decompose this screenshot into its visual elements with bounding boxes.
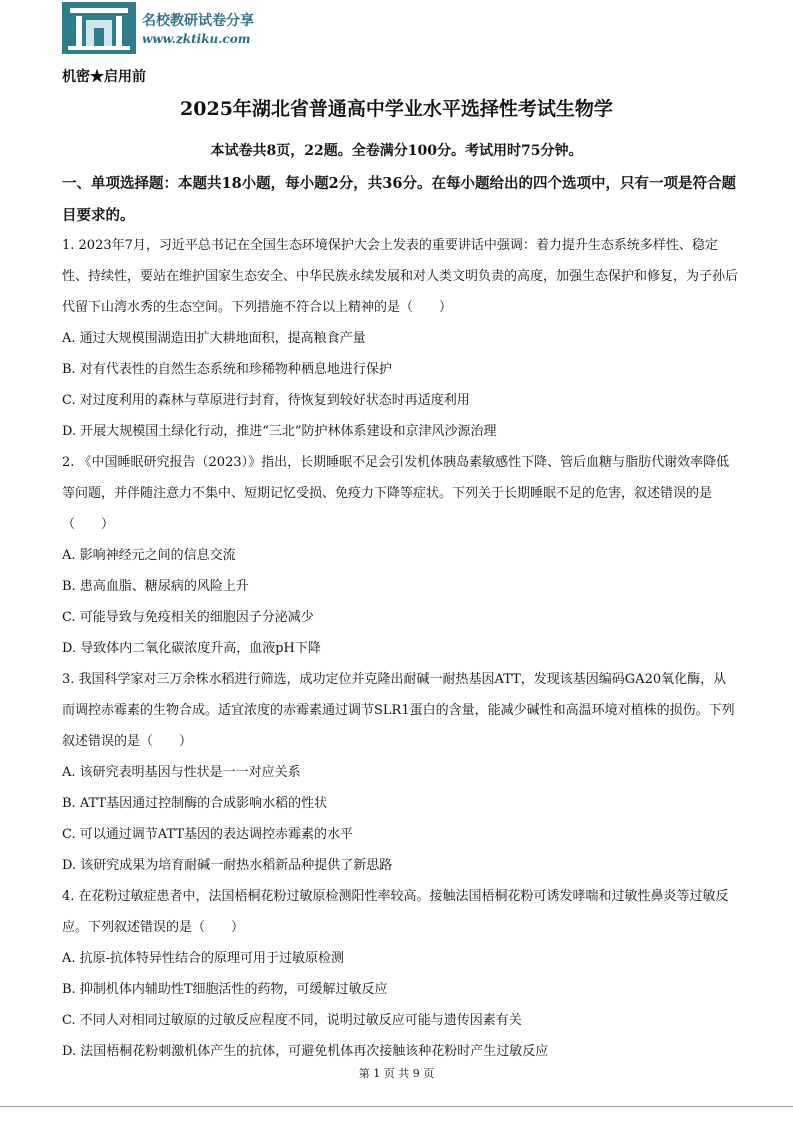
option-a: A. 通过大规模围湖造田扩大耕地面积，提高粮食产量 bbox=[62, 331, 366, 346]
option-b: B. 患高血脂、糖尿病的风险上升 bbox=[62, 579, 249, 594]
divider bbox=[0, 1106, 793, 1107]
question-stem: 1. 2023年7月，习近平总书记在全国生态环境保护大会上发表的重要讲话中强调：着力提升生态系统多样性、稳定性、持续性，要站在维护国家生态安全、中华民族永续发展和对人类文明负责的高度，加强生态保护和修复，为子孙后代留下山湾水秀的生态空间。下列措施不符合以上精神的是（ ） bbox=[62, 238, 739, 315]
option-b: B. ATT基因通过控制酶的合成影响水稻的性状 bbox=[62, 796, 328, 811]
question-stem: 2. 《中国睡眠研究报告（2023）》指出，长期睡眠不足会引发机体胰岛素敏感性下降、管后血糖与脂肪代谢效率降低等问题，并伴随注意力不集中、短期记忆受损、免疫力下降等症状。下列关于长期睡眠不足的危害，叙述错误的是（ ） bbox=[62, 455, 730, 532]
question-3 bbox=[62, 664, 738, 881]
confidential-label: 机密★启用前 bbox=[62, 69, 146, 85]
question-stem: 3. 我国科学家对三万余株水稻进行筛选，成功定位并克隆出耐碱一耐热基因ATT，发现该基因编码GA20氧化酶，从而调控赤霉素的生物合成。适宜浓度的赤霉素通过调节SLR1蛋白的含量，能减少碱性和高温环境对植株的损伤。下列叙述错误的是（ ） bbox=[62, 672, 735, 749]
option-c: C. 可能导致与免疫相关的细胞因子分泌减少 bbox=[62, 610, 314, 625]
section-heading: 一、单项选择题：本题共18小题，每小题2分，共36分。在每小题给出的四个选项中，只有一项是符合题目要求的。 bbox=[62, 175, 736, 224]
logo-url[interactable]: www.zktiku.com bbox=[142, 32, 251, 46]
option-d: D. 导致体内二氧化碳浓度升高，血液pH下降 bbox=[62, 641, 321, 656]
question-stem: 4. 在花粉过敏症患者中，法国梧桐花粉过敏原检测阳性率较高。接触法国梧桐花粉可诱发哮喘和过敏性鼻炎等过敏反应。下列叙述错误的是（ ） bbox=[62, 889, 729, 935]
option-a: A. 抗原-抗体特异性结合的原理可用于过敏原检测 bbox=[62, 951, 345, 966]
option-b: B. 对有代表性的自然生态系统和珍稀物种栖息地进行保护 bbox=[62, 362, 392, 377]
option-d: D. 该研究成果为培育耐碱一耐热水稻新品种提供了新思路 bbox=[62, 858, 393, 873]
option-c: C. 不同人对相同过敏原的过敏反应程度不同，说明过敏反应可能与遗传因素有关 bbox=[62, 1013, 522, 1028]
exam-info: 本试卷共8页，22题。全卷满分100分。考试用时75分钟。 bbox=[210, 143, 583, 159]
question-4 bbox=[62, 881, 738, 1067]
option-c: C. 对过度利用的森林与草原进行封育，待恢复到较好状态时再适度利用 bbox=[62, 393, 470, 408]
logo-text: 名校教研试卷分享 bbox=[142, 13, 254, 29]
site-logo bbox=[62, 2, 272, 56]
option-a: A. 影响神经元之间的信息交流 bbox=[62, 548, 236, 563]
question-1 bbox=[62, 230, 738, 447]
logo-icon bbox=[62, 2, 136, 54]
question-list bbox=[62, 230, 738, 1067]
option-d: D. 法国梧桐花粉刺激机体产生的抗体，可避免机体再次接触该种花粉时产生过敏反应 bbox=[62, 1044, 549, 1059]
question-2 bbox=[62, 447, 738, 664]
option-a: A. 该研究表明基因与性状是一一对应关系 bbox=[62, 765, 301, 780]
page-number: 第 1 页 共 9 页 bbox=[358, 1067, 435, 1080]
option-c: C. 可以通过调节ATT基因的表达调控赤霉素的水平 bbox=[62, 827, 354, 842]
option-d: D. 开展大规模国土绿化行动，推进“三北”防护林体系建设和京津风沙源治理 bbox=[62, 424, 497, 439]
option-b: B. 抑制机体内辅助性T细胞活性的药物，可缓解过敏反应 bbox=[62, 982, 388, 997]
page-title: 2025年湖北省普通高中学业水平选择性考试生物学 bbox=[180, 98, 613, 120]
